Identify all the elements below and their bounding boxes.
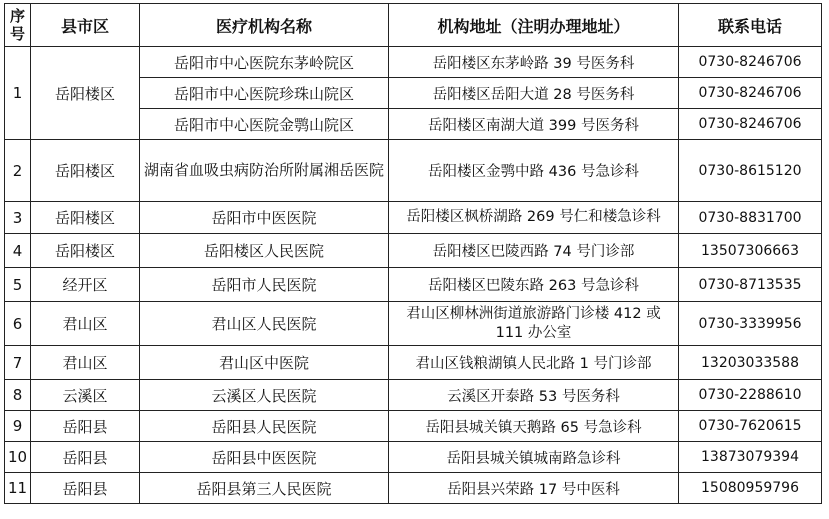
cell-no: 1 — [5, 47, 31, 140]
cell-phone: 0730-8713535 — [679, 268, 822, 302]
table-row — [5, 411, 822, 442]
cell-no: 8 — [5, 380, 31, 411]
cell-no: 9 — [5, 411, 31, 442]
cell-district: 岳阳楼区 — [31, 47, 140, 140]
cell-no: 7 — [5, 346, 31, 380]
table-row — [5, 47, 822, 78]
table-row — [5, 346, 822, 380]
cell-name: 岳阳县第三人民医院 — [140, 473, 389, 504]
cell-phone: 13203033588 — [679, 346, 822, 380]
cell-district: 岳阳县 — [31, 442, 140, 473]
cell-address: 岳阳楼区枫桥湖路 269 号仁和楼急诊科 — [389, 202, 679, 234]
cell-phone: 0730-8831700 — [679, 202, 822, 234]
cell-address: 岳阳县兴荣路 17 号中医科 — [389, 473, 679, 504]
cell-name: 君山区中医院 — [140, 346, 389, 380]
cell-no: 6 — [5, 302, 31, 346]
header-name: 医疗机构名称 — [140, 4, 389, 47]
table-row — [5, 380, 822, 411]
header-address: 机构地址（注明办理地址） — [389, 4, 679, 47]
cell-phone: 0730-8615120 — [679, 140, 822, 202]
cell-phone: 15080959796 — [679, 473, 822, 504]
cell-phone: 0730-7620615 — [679, 411, 822, 442]
header-phone: 联系电话 — [679, 4, 822, 47]
cell-address: 岳阳县城关镇城南路急诊科 — [389, 442, 679, 473]
cell-no: 11 — [5, 473, 31, 504]
cell-name: 湖南省血吸虫病防治所附属湘岳医院 — [140, 140, 389, 202]
cell-address: 君山区钱粮湖镇人民北路 1 号门诊部 — [389, 346, 679, 380]
table-row — [5, 140, 822, 202]
cell-name: 岳阳市中心医院珍珠山院区 — [140, 78, 389, 109]
cell-address: 岳阳楼区岳阳大道 28 号医务科 — [389, 78, 679, 109]
table-row — [5, 442, 822, 473]
table-row — [5, 302, 822, 346]
table-row — [5, 268, 822, 302]
cell-district: 岳阳县 — [31, 473, 140, 504]
cell-name: 岳阳市中心医院金鹗山院区 — [140, 109, 389, 140]
cell-name: 岳阳县中医医院 — [140, 442, 389, 473]
cell-address: 岳阳楼区东茅岭路 39 号医务科 — [389, 47, 679, 78]
cell-no: 5 — [5, 268, 31, 302]
hospital-table — [4, 3, 822, 504]
header-no: 序号 — [5, 4, 31, 47]
cell-address: 岳阳县城关镇天鹅路 65 号急诊科 — [389, 411, 679, 442]
cell-phone: 0730-8246706 — [679, 109, 822, 140]
cell-phone: 0730-2288610 — [679, 380, 822, 411]
cell-district: 君山区 — [31, 302, 140, 346]
table-row — [5, 473, 822, 504]
cell-district: 岳阳楼区 — [31, 140, 140, 202]
cell-phone: 0730-3339956 — [679, 302, 822, 346]
cell-no: 10 — [5, 442, 31, 473]
cell-phone: 0730-8246706 — [679, 78, 822, 109]
header-row — [5, 4, 822, 47]
cell-no: 4 — [5, 234, 31, 268]
table-row — [5, 202, 822, 234]
cell-district: 经开区 — [31, 268, 140, 302]
cell-district: 岳阳楼区 — [31, 234, 140, 268]
cell-name: 岳阳楼区人民医院 — [140, 234, 389, 268]
cell-name: 岳阳市中医医院 — [140, 202, 389, 234]
cell-address: 岳阳楼区巴陵西路 74 号门诊部 — [389, 234, 679, 268]
cell-name: 岳阳市中心医院东茅岭院区 — [140, 47, 389, 78]
cell-district: 岳阳县 — [31, 411, 140, 442]
cell-address: 岳阳楼区南湖大道 399 号医务科 — [389, 109, 679, 140]
table-row — [5, 234, 822, 268]
cell-name: 岳阳县人民医院 — [140, 411, 389, 442]
cell-address: 岳阳楼区金鹗中路 436 号急诊科 — [389, 140, 679, 202]
cell-address: 岳阳楼区巴陵东路 263 号急诊科 — [389, 268, 679, 302]
header-district: 县市区 — [31, 4, 140, 47]
cell-district: 云溪区 — [31, 380, 140, 411]
cell-address: 云溪区开泰路 53 号医务科 — [389, 380, 679, 411]
cell-district: 岳阳楼区 — [31, 202, 140, 234]
cell-no: 3 — [5, 202, 31, 234]
cell-phone: 13507306663 — [679, 234, 822, 268]
cell-phone: 13873079394 — [679, 442, 822, 473]
cell-name: 君山区人民医院 — [140, 302, 389, 346]
cell-no: 2 — [5, 140, 31, 202]
cell-address: 君山区柳林洲街道旅游路门诊楼 412 或 111 办公室 — [389, 302, 679, 346]
cell-district: 君山区 — [31, 346, 140, 380]
cell-phone: 0730-8246706 — [679, 47, 822, 78]
cell-name: 云溪区人民医院 — [140, 380, 389, 411]
cell-name: 岳阳市人民医院 — [140, 268, 389, 302]
